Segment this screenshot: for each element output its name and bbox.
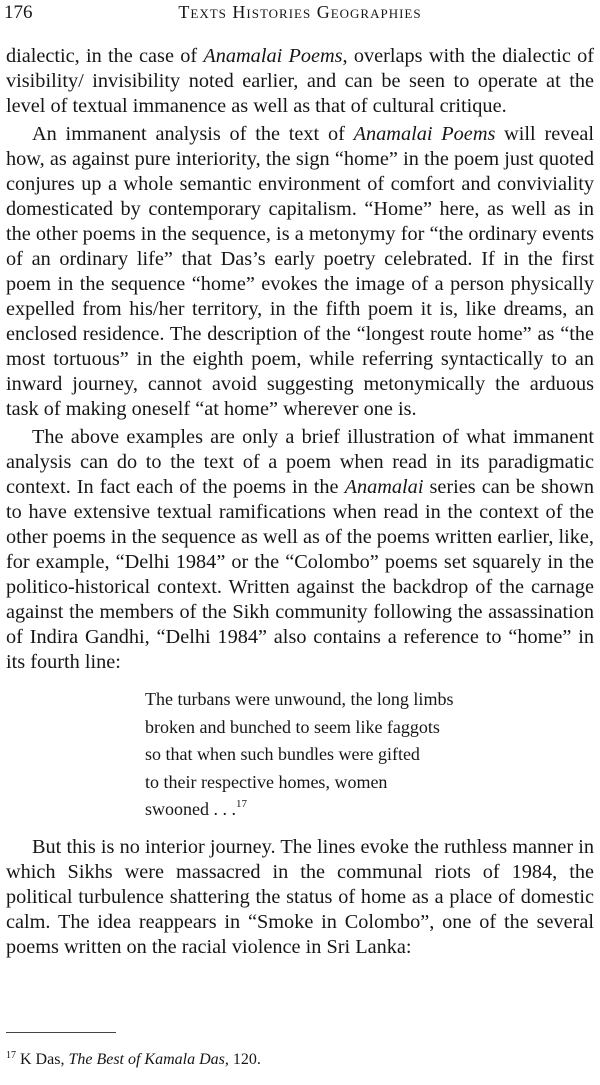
poem-title: Anamalai — [344, 476, 424, 498]
paragraph-text: series can be shown to have extensive textual ramifications when read in the context of the other poems in the sequence as well as of the poems written earlier, like, for example, “Delhi 1984” or the “Colombo” poems set squarely in the politico-historical context. Written against the backdrop of the carnage against the members of the Sikh community following the assassination of Indira Gandhi, “Delhi 1984” also contains a reference to “home” in its fourth line: — [6, 476, 594, 673]
paragraph-2 — [6, 122, 594, 422]
footnote-page: , 120. — [224, 1051, 261, 1068]
paragraph-text: An immanent analysis of the text of — [32, 123, 354, 145]
footnote-title: The Best of Kamala Das — [68, 1051, 225, 1068]
verse-line: to their respective homes, women — [145, 771, 388, 792]
paragraph-3 — [6, 425, 594, 675]
paragraph-text: will reveal how, as against pure interiority, the sign “home” in the poem just quoted conjures up a whole semantic environment of comfort and conviviality domesticated by contemporary capitalism. “Home” here, as well as in the other poems in the sequence, is a metonymy for “the ordinary events of an ordinary life” that Das’s early poetry celebrated. If in the first poem in the sequence “home” evokes the image of a person physically expelled from his/her territory, in the fifth poem it is, like dreams, an enclosed residence. The description of the “longest route home” as “the most tortuous” in the eighth poem, while referring syntactically to an inward journey, cannot avoid suggesting metonymically the arduous task of making oneself “at home” wherever one is. — [6, 123, 594, 420]
paragraph-text: , overlaps with the dialectic of visibility/ invisibility noted earlier, and can be seen to operate at the level of textual immanence as well as that of cultural critique. — [6, 45, 594, 117]
running-title: Texts Histories Geographies — [178, 2, 422, 22]
poem-title: Anamalai Poems — [353, 123, 496, 145]
running-head — [4, 2, 596, 26]
verse-line: broken and bunched to seem like faggots — [145, 716, 440, 737]
verse-line-last — [145, 796, 594, 824]
verse-line-text: swooned . . . — [145, 799, 236, 819]
page-number: 176 — [4, 2, 33, 23]
footnote-reference[interactable]: 17 — [236, 798, 247, 810]
verse-line: The turbans were unwound, the long limbs — [145, 689, 454, 709]
poem-title: Anamalai Poems — [203, 45, 343, 67]
paragraph-text: dialectic, in the case of — [6, 45, 204, 67]
body-text — [6, 44, 594, 960]
verse-quotation — [145, 686, 594, 824]
paragraph-text: The above examples are only a brief illustration of what immanent analysis can do to the text of a poem when read in its paradigmatic context. In fact each of the poems in the — [6, 426, 594, 498]
footnote — [6, 1050, 261, 1070]
paragraph-4 — [6, 835, 594, 960]
footnote-divider — [6, 1032, 116, 1033]
paragraph-1 — [6, 44, 594, 119]
footnote-number: 17 — [6, 1050, 16, 1061]
verse-line: so that when such bundles were gifted — [145, 744, 420, 764]
paragraph-text: But this is no interior journey. The lines evoke the ruthless manner in which Sikhs were massacred in the communal riots of 1984, the political turbulence shattering the status of home as a place of domestic calm. The idea reappears in “Smoke in Colombo”, one of the several poems written on the racial violence in Sri Lanka: — [6, 835, 594, 958]
footnote-author: K Das, — [20, 1051, 69, 1068]
